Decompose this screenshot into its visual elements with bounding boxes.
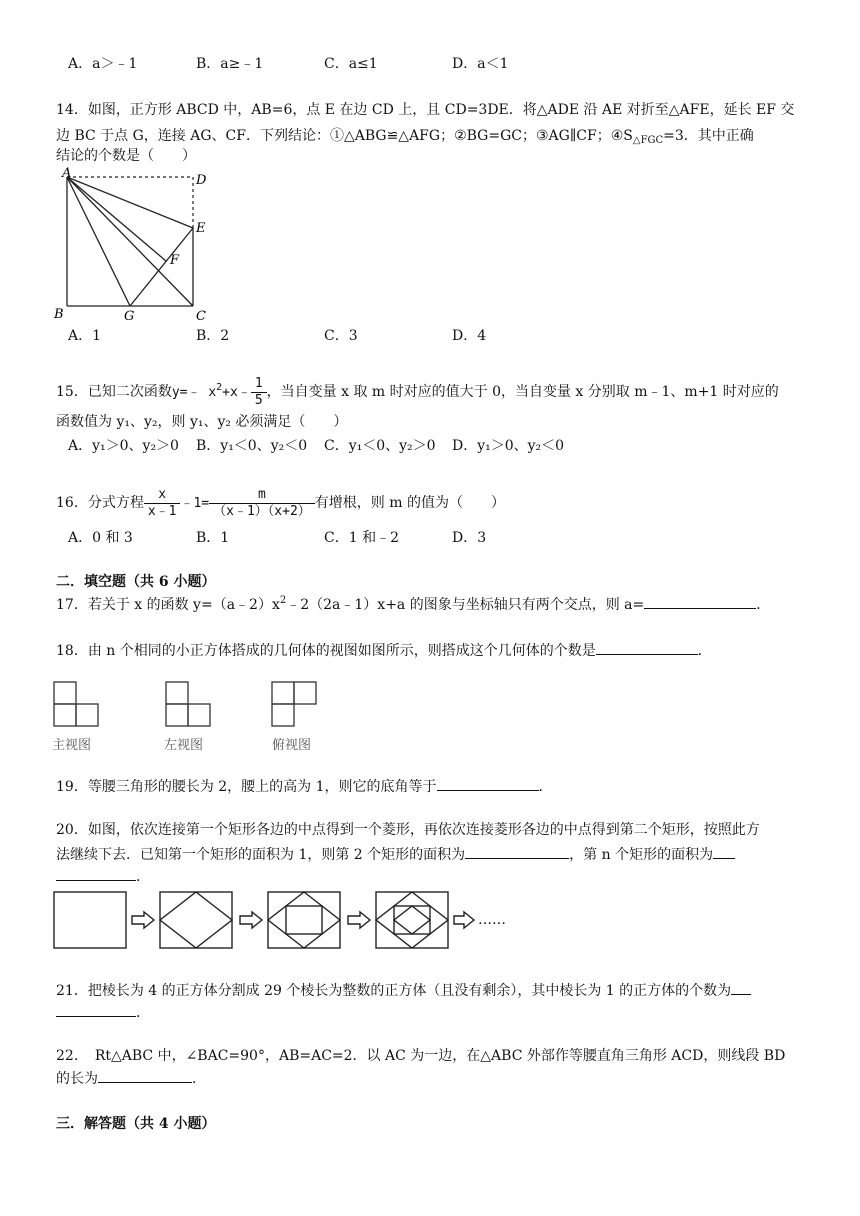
section-2-heading: 二．填空题（共 6 小题） <box>56 574 216 590</box>
q14-label-d: D <box>196 173 207 188</box>
q13-option-a: A．a＞﹣1 <box>68 56 138 72</box>
q18-answer-blank[interactable] <box>596 640 698 655</box>
q14-label-a: A <box>62 166 72 181</box>
q20-line-1: 20．如图，依次连接第一个矩形各边的中点得到一个菱形，再依次连接菱形各边的中点得到第二个矩形，按照此方 <box>56 822 760 838</box>
q14-line-3: 结论的个数是（ ） <box>56 148 196 164</box>
q16-fraction-right: $\frac{m}{(x﹣1)(x+2)}$ <box>209 487 315 520</box>
q13-option-b: B．a≥﹣1 <box>196 56 264 72</box>
q14-option-c: C．3 <box>324 328 358 344</box>
q16-line-1: 16．分式方程 $\frac{x}{x﹣1}$ ﹣1= $\frac{m}{(x﹣1)(x+2)}$ 有增根，则 m 的值为（ ） <box>56 486 505 519</box>
question-19: 19．等腰三角形的腰长为 2，腰上的高为 1，则它的底角等于 ． <box>56 776 553 797</box>
q14-option-b: B．2 <box>196 328 230 344</box>
q20-ellipsis: …… <box>478 912 506 928</box>
q21-answer-blank-b[interactable] <box>56 1002 136 1017</box>
q15-option-a: A．y₁＞0、y₂＞0 <box>68 438 179 454</box>
q18-caption-left: 左视图 <box>164 738 204 753</box>
q15-line-2: 函数值为 y₁、y₂，则 y₁、y₂ 必须满足（ ） <box>56 414 348 430</box>
q15-line-1: 15．已知二次函数y=﹣ $x^2+x﹣$ $\frac{1}{5}$ ，当自变量 x 取 m 时对应的值大于 0，当自变量 x 分别取 m﹣1、m+1 时对应的 <box>56 376 779 408</box>
q17-answer-blank[interactable] <box>644 594 756 609</box>
q19-answer-blank[interactable] <box>437 776 539 791</box>
q16-option-a: A．0 和 3 <box>68 530 133 546</box>
q18-caption-front: 主视图 <box>52 738 92 753</box>
q20-answer-blank-2a[interactable] <box>713 844 735 859</box>
section-3-heading: 三．解答题（共 4 小题） <box>56 1116 216 1132</box>
q20-answer-blank-2b[interactable] <box>56 866 136 881</box>
q22-line-1: 22． Rt△ABC 中，∠BAC=90°，AB=AC=2．以 AC 为一边，在△ABC 外部作等腰直角三角形 ACD，则线段 BD <box>56 1048 786 1064</box>
q14-label-e: E <box>196 221 206 236</box>
q13-option-d: D．a＜1 <box>452 56 509 72</box>
q16-option-c: C．1 和﹣2 <box>324 530 399 546</box>
q14-label-b: B <box>54 307 64 322</box>
q18-views-figure <box>50 680 340 728</box>
q15-function: y=﹣ $x^2+x﹣$ $\frac{1}{5}$ <box>172 385 267 400</box>
q16-option-d: D．3 <box>452 530 487 546</box>
q15-option-c: C．y₁＜0、y₂＞0 <box>324 438 436 454</box>
q14-line-1: 14．如图，正方形 ABCD 中，AB=6，点 E 在边 CD 上，且 CD=3DE．将△ADE 沿 AE 对折至△AFE，延长 EF 交 <box>56 102 795 118</box>
q14-option-a: A．1 <box>68 328 102 344</box>
q20-answer-blank-1[interactable] <box>465 844 569 859</box>
q20-line-2: 法继续下去．已知第一个矩形的面积为 1，则第 2 个矩形的面积为 ，第 n 个矩形的面积为 <box>56 844 735 865</box>
q14-label-c: C <box>196 309 206 324</box>
q13-option-c: C．a≤1 <box>324 56 378 72</box>
q15-option-b: B．y₁＜0、y₂＜0 <box>196 438 308 454</box>
q18-text: 18．由 n 个相同的小正方体搭成的几何体的视图如图所示，则搭成这个几何体的个数是 <box>56 643 596 659</box>
q21-answer-blank-a[interactable] <box>731 980 751 995</box>
question-17: 17．若关于 x 的函数 $y=(a﹣2)x^2﹣2(2a﹣1)x+a$ 的图象与坐标轴只有两个交点，则 a= ． <box>56 595 771 613</box>
q14-label-g: G <box>124 309 135 324</box>
q22-answer-blank[interactable] <box>98 1068 192 1083</box>
q18-caption-top: 俯视图 <box>272 738 312 753</box>
q16-fraction-left: $\frac{x}{x﹣1}$ <box>144 487 181 520</box>
q14-square-figure <box>50 166 220 324</box>
q14-line-2: 边 BC 于点 G，连接 AG、CF．下列结论：①△ABG≌△AFG；②BG=GC；③AG∥CF；$④S_{\triangle FGC}=3$．其中正确 <box>56 128 754 146</box>
q14-option-d: D．4 <box>452 328 487 344</box>
q16-option-b: B．1 <box>196 530 230 546</box>
q15-fraction: $\frac{1}{5}$ <box>251 376 267 409</box>
q14-label-f: F <box>170 253 180 268</box>
q20-rectangles-figure <box>50 888 500 952</box>
q15-option-d: D．y₁＞0、y₂＜0 <box>452 438 565 454</box>
